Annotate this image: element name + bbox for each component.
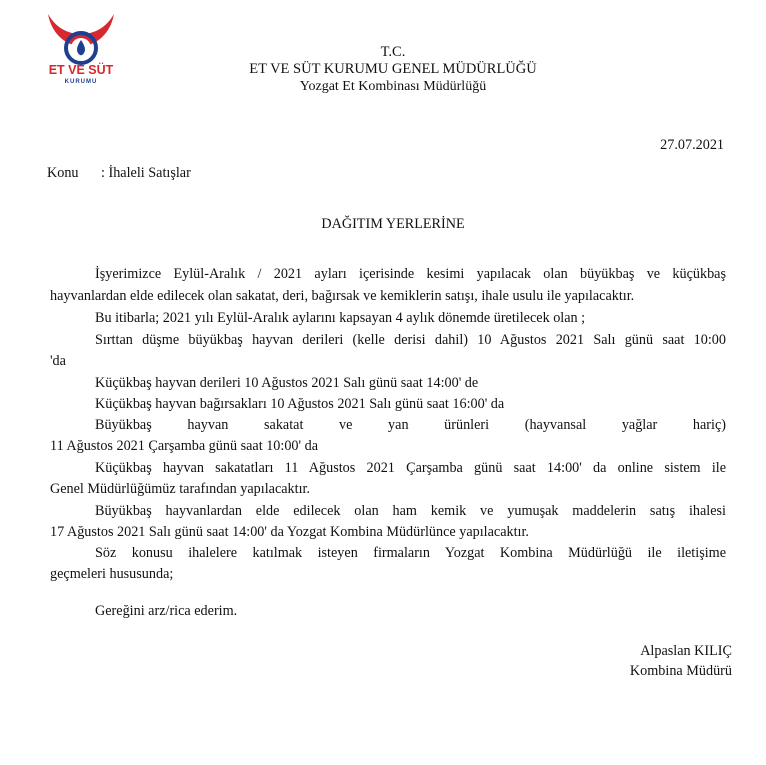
paragraph-6-line-2: 11 Ağustos 2021 Çarşamba günü saat 10:00' da bbox=[50, 438, 319, 454]
paragraph-9-line-2: geçmeleri hususunda; bbox=[50, 566, 174, 582]
closing-sentence: Gereğini arz/rica ederim. bbox=[95, 603, 238, 619]
paragraph-4: Küçükbaş hayvan derileri 10 Ağustos 2021 Salı günü saat 14:00' de bbox=[95, 375, 479, 391]
paragraph-7-line-1: Küçükbaş hayvan sakatatları 11 Ağustos 2021 Çarşamba günü saat 14:00' da online sistem ile bbox=[95, 460, 726, 476]
paragraph-1-line-1: İşyerimizce Eylül-Aralık / 2021 ayları içerisinde kesimi yapılacak olan büyükbaş ve küçükbaş bbox=[95, 266, 726, 282]
logo-text-bottom: KURUMU bbox=[64, 79, 98, 85]
signer-title: Kombina Müdürü bbox=[629, 663, 732, 679]
paragraph-8-line-1: Büyükbaş hayvanlardan elde edilecek olan ham kemik ve yumuşak maddelerin satış ihalesi bbox=[95, 503, 726, 519]
paragraph-3-line-2: 'da bbox=[50, 353, 66, 369]
subject-value: : İhaleli Satışlar bbox=[101, 165, 191, 181]
paragraph-8-line-2: 17 Ağustos 2021 Salı günü saat 14:00' da Yozgat Kombina Müdürlünce yapılacaktır. bbox=[50, 524, 529, 540]
header-line-tc: T.C. bbox=[380, 44, 406, 60]
paragraph-2: Bu itibarla; 2021 yılı Eylül-Aralık aylarını kapsayan 4 aylık dönemde üretilecek olan ; bbox=[95, 310, 586, 326]
paragraph-7-line-2: Genel Müdürlüğümüz tarafından yapılacaktır. bbox=[50, 481, 311, 497]
subject-line bbox=[47, 165, 191, 182]
paragraph-6-line-1: Büyükbaş hayvan sakatat ve yan ürünleri (hayvansal yağlar hariç) bbox=[95, 417, 726, 433]
paragraph-3-line-1: Sırttan düşme büyükbaş hayvan derileri (kelle derisi dahil) 10 Ağustos 2021 Salı günü saat 10:00 bbox=[95, 332, 726, 348]
signature-block bbox=[630, 641, 732, 681]
subject-label: Konu bbox=[47, 165, 79, 181]
paragraph-5: Küçükbaş hayvan bağırsakları 10 Ağustos 2021 Salı günü saat 16:00' da bbox=[95, 396, 505, 412]
signer-name: Alpaslan KILIÇ bbox=[640, 643, 732, 659]
header-institution: ET VE SÜT KURUMU GENEL MÜDÜRLÜĞÜ bbox=[249, 61, 537, 77]
logo-text-top: ET VE SÜT bbox=[48, 63, 114, 77]
paragraph-9-line-1: Söz konusu ihalelere katılmak isteyen firmaların Yozgat Kombina Müdürlüğü ile iletişime bbox=[95, 545, 726, 561]
addressee: DAĞITIM YERLERİNE bbox=[321, 216, 465, 232]
document-date: 27.07.2021 bbox=[660, 137, 724, 153]
paragraph-1-line-2: hayvanlardan elde edilecek olan sakatat, deri, bağırsak ve kemiklerin satışı, ihale usulu ile yapılacaktır. bbox=[50, 288, 635, 304]
header-unit: Yozgat Et Kombinası Müdürlüğü bbox=[299, 79, 487, 94]
